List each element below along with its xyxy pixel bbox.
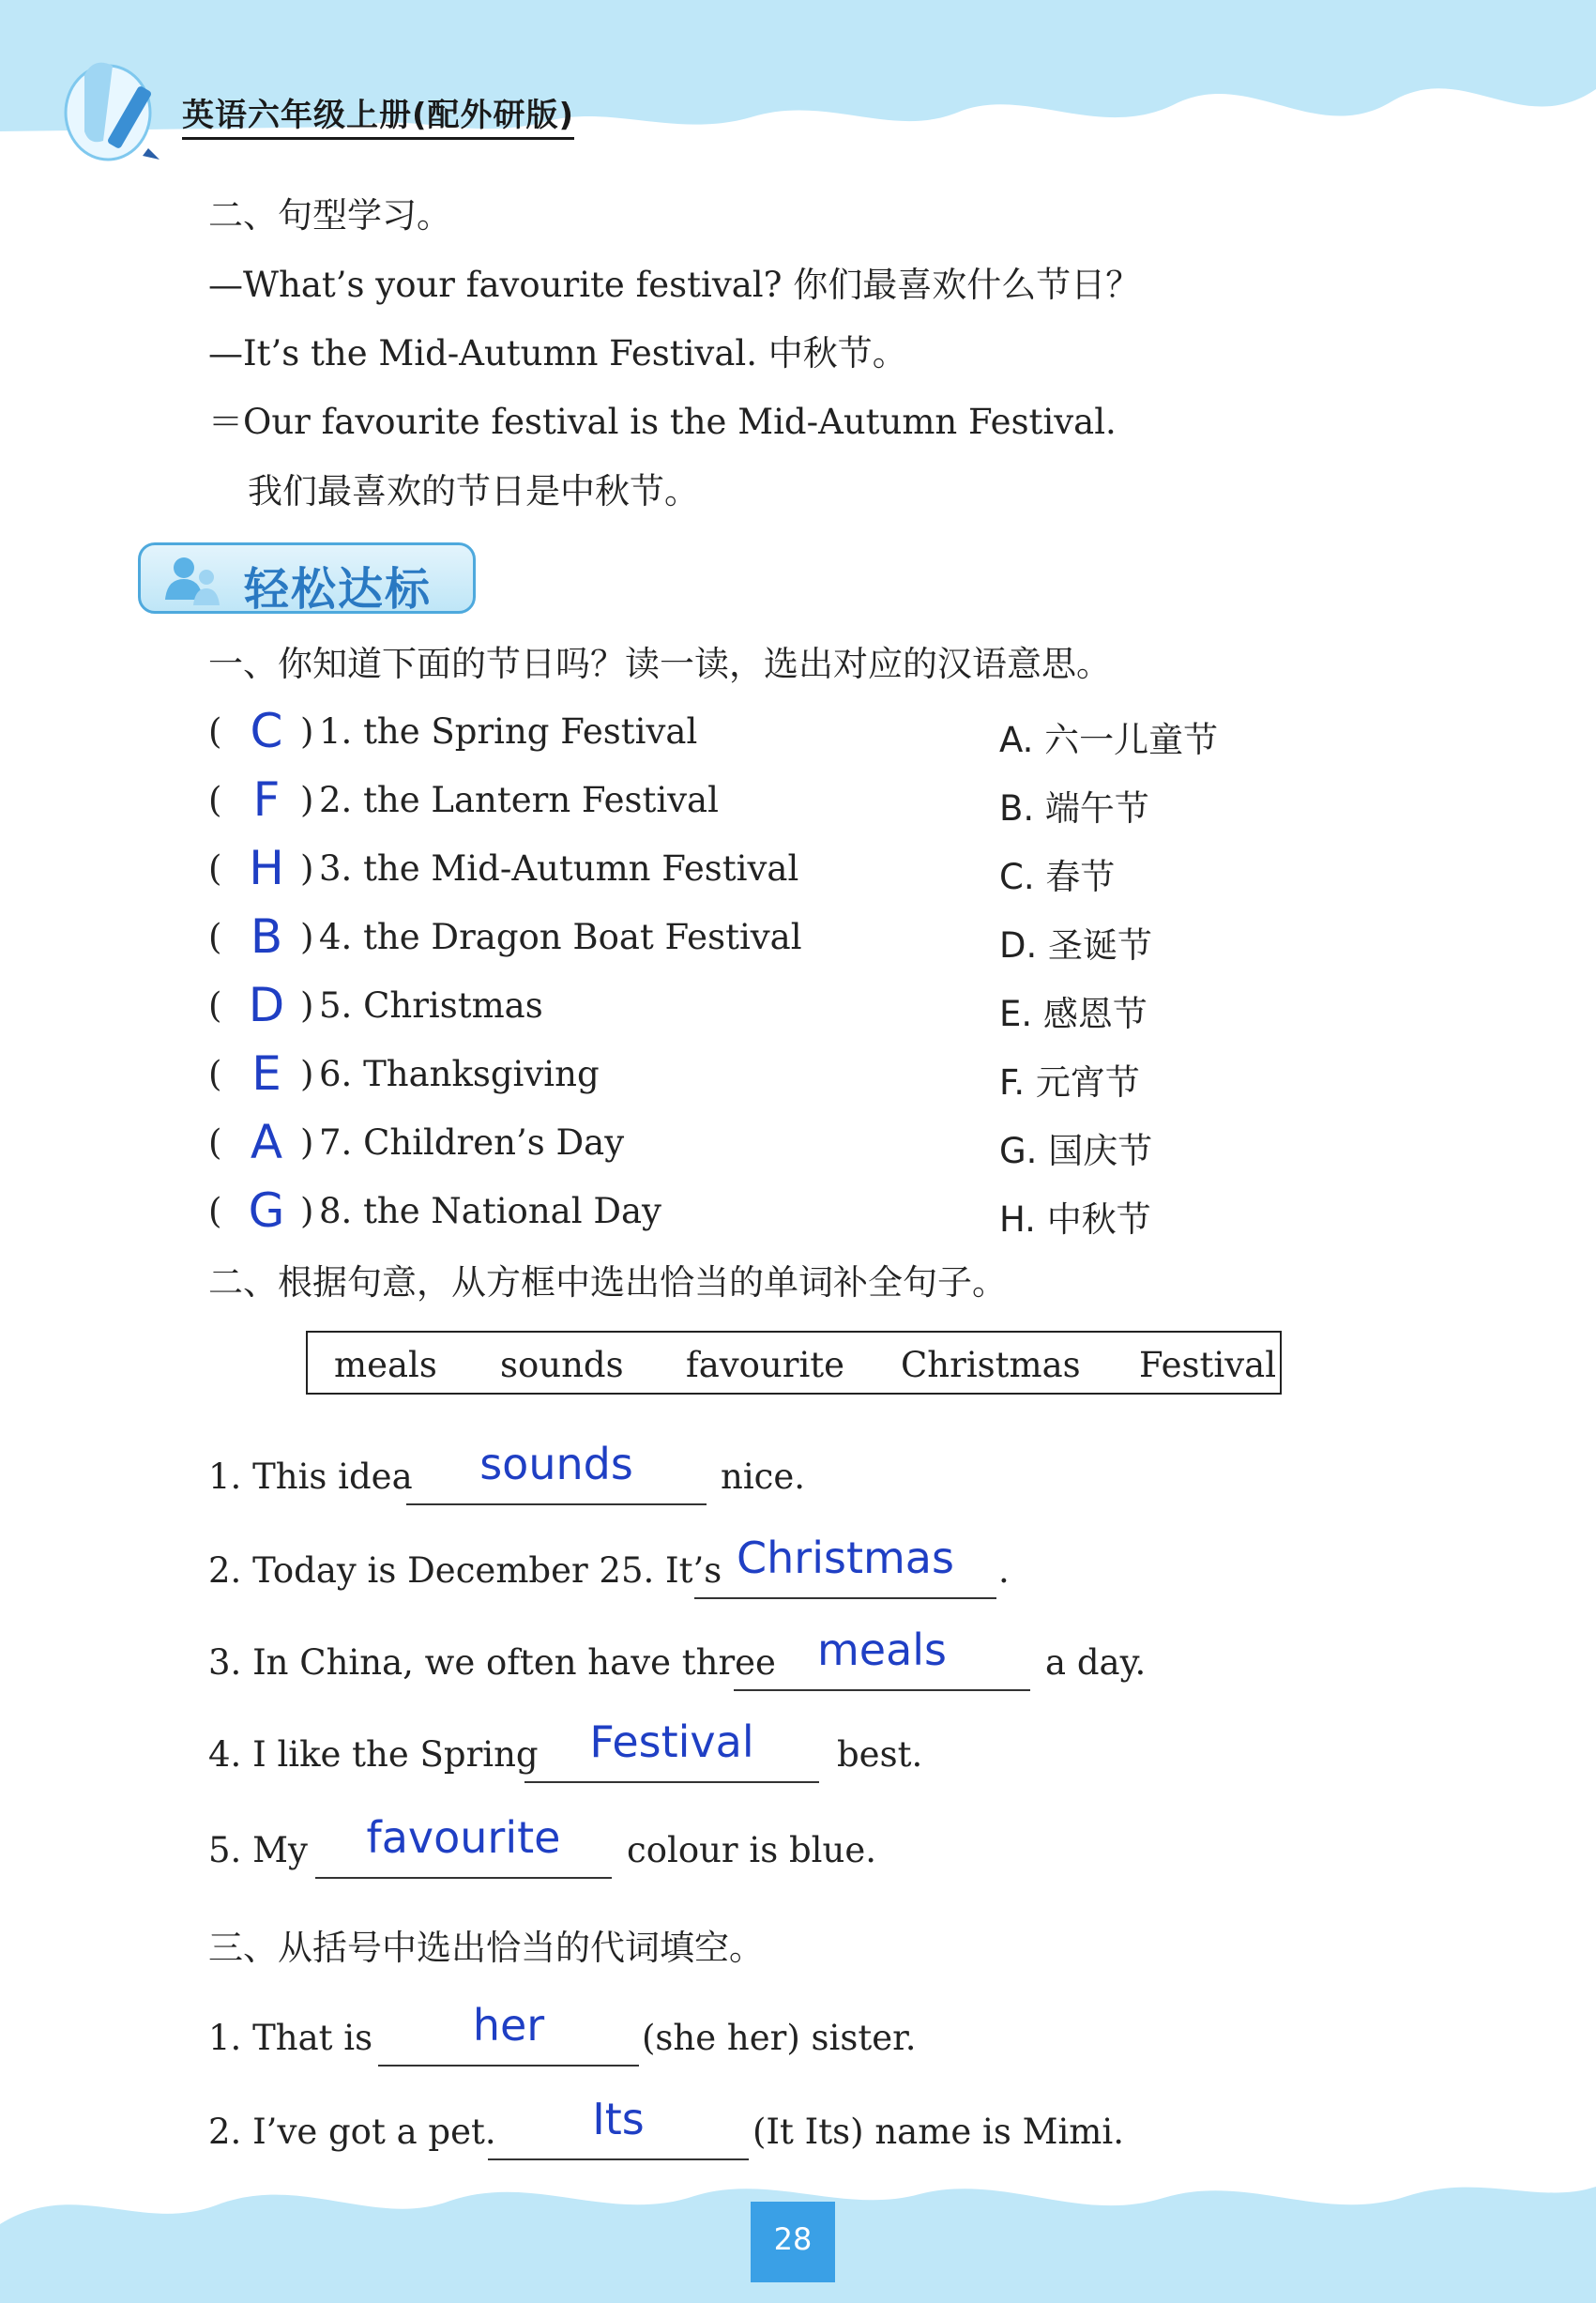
chinese-option: A. 六一儿童节	[999, 720, 1219, 760]
answer-letter[interactable]: G	[248, 1183, 285, 1238]
fill-sentence-after: colour is blue.	[627, 1830, 876, 1870]
answer-letter[interactable]: F	[252, 772, 281, 827]
exercise2-heading: 二、根据句意，从方框中选出恰当的单词补全句子。	[208, 1262, 1007, 1303]
chinese-option: G. 国庆节	[999, 1131, 1153, 1171]
exercise1-item	[208, 911, 1334, 968]
close-paren: )	[300, 848, 314, 889]
pattern-heading: 二、句型学习。	[208, 195, 451, 236]
fill-sentence-before: 3. In China, we often have three	[208, 1642, 776, 1683]
festival-name: 6. Thanksgiving	[319, 1054, 600, 1094]
festival-name: 2. the Lantern Festival	[319, 780, 719, 820]
close-paren: )	[300, 780, 314, 820]
chinese-option: C. 春节	[999, 857, 1116, 897]
festival-name: 4. the Dragon Boat Festival	[319, 917, 802, 957]
close-paren: )	[300, 1054, 314, 1094]
close-paren: )	[300, 917, 314, 957]
book-title: 英语六年级上册(配外研版)	[182, 89, 574, 140]
word-box	[306, 1331, 1282, 1395]
word-box-item: meals	[334, 1345, 437, 1385]
exercise3-heading: 三、从括号中选出恰当的代词填空。	[208, 1928, 764, 1968]
word-box-item: Christmas	[901, 1345, 1081, 1385]
open-paren: (	[208, 711, 222, 752]
open-paren: (	[208, 780, 222, 820]
section-badge	[138, 542, 476, 614]
answer-blank-line	[378, 2063, 639, 2067]
fill-answer[interactable]: sounds	[479, 1439, 633, 1489]
chinese-option: B. 端午节	[999, 788, 1149, 829]
page-number: 28	[751, 2202, 835, 2282]
exercise1-item	[208, 706, 1334, 762]
fill-sentence-before: 2. Today is December 25. It’s	[208, 1550, 722, 1591]
exercise1-item	[208, 1048, 1334, 1105]
fill-sentence-before: 5. My	[208, 1830, 308, 1870]
answer-blank-line	[734, 1687, 1030, 1691]
fill-answer[interactable]: Its	[592, 2094, 645, 2144]
answer-letter[interactable]: A	[250, 1115, 283, 1169]
word-box-item: sounds	[500, 1345, 624, 1385]
exercise1-item	[208, 980, 1334, 1036]
fill-answer[interactable]: favourite	[366, 1812, 561, 1863]
pattern-line-3: ＝Our favourite festival is the Mid-Autumn Festival.	[208, 402, 1117, 442]
exercise1-item	[208, 1185, 1334, 1242]
pattern-line-1: —What’s your favourite festival? 你们最喜欢什么节日？	[208, 265, 1141, 305]
exercise1-heading: 一、你知道下面的节日吗？读一读，选出对应的汉语意思。	[208, 644, 1111, 684]
word-box-item: favourite	[686, 1345, 845, 1385]
close-paren: )	[300, 985, 314, 1026]
answer-letter[interactable]: B	[250, 909, 283, 964]
chinese-option: H. 中秋节	[999, 1199, 1151, 1240]
close-paren: )	[300, 1191, 314, 1231]
festival-name: 7. Children’s Day	[319, 1122, 625, 1163]
open-paren: (	[208, 917, 222, 957]
chinese-option: F. 元宵节	[999, 1062, 1140, 1103]
fill-sentence-after: a day.	[1045, 1642, 1147, 1683]
exercise1-item	[208, 774, 1334, 831]
section-badge-title: 轻松达标	[244, 563, 433, 616]
open-paren: (	[208, 848, 222, 889]
fill-sentence-before: 4. I like the Spring	[208, 1734, 539, 1775]
open-paren: (	[208, 1054, 222, 1094]
fill-sentence-after: .	[998, 1550, 1010, 1591]
open-paren: (	[208, 985, 222, 1026]
close-paren: )	[300, 1122, 314, 1163]
answer-letter[interactable]: E	[251, 1046, 281, 1101]
answer-letter[interactable]: H	[249, 841, 284, 895]
answer-letter[interactable]: C	[250, 704, 283, 758]
answer-blank-line	[694, 1595, 996, 1599]
fill-sentence-after: nice.	[721, 1457, 806, 1497]
exercise1-item	[208, 1117, 1334, 1173]
open-paren: (	[208, 1122, 222, 1163]
word-box-item: Festival	[1139, 1345, 1277, 1385]
fill-answer[interactable]: Festival	[589, 1716, 754, 1767]
fill-answer[interactable]: meals	[816, 1624, 948, 1675]
answer-letter[interactable]: D	[248, 978, 285, 1032]
answer-blank-line	[524, 1779, 819, 1783]
fill-sentence-after: (It Its) name is Mimi.	[752, 2112, 1124, 2152]
open-paren: (	[208, 1191, 222, 1231]
fill-sentence-after: (she her) sister.	[642, 2018, 917, 2058]
festival-name: 5. Christmas	[319, 985, 543, 1026]
pencil-logo-icon	[56, 38, 178, 169]
fill-sentence-before: 1. That is	[208, 2018, 373, 2058]
person-group-icon	[160, 553, 225, 609]
festival-name: 3. the Mid-Autumn Festival	[319, 848, 799, 889]
answer-blank-line	[406, 1502, 707, 1505]
fill-sentence-before: 1. This idea	[208, 1457, 413, 1497]
festival-name: 1. the Spring Festival	[319, 711, 698, 752]
festival-name: 8. the National Day	[319, 1191, 661, 1231]
pattern-line-4: 我们最喜欢的节日是中秋节。	[248, 471, 699, 511]
fill-answer[interactable]: her	[472, 2000, 545, 2051]
chinese-option: E. 感恩节	[999, 994, 1148, 1034]
fill-answer[interactable]: Christmas	[737, 1533, 954, 1583]
chinese-option: D. 圣诞节	[999, 925, 1153, 966]
pattern-line-2: —It’s the Mid-Autumn Festival. 中秋节。	[208, 333, 907, 374]
fill-sentence-after: best.	[837, 1734, 923, 1775]
answer-blank-line	[315, 1875, 612, 1879]
exercise1-item	[208, 843, 1334, 899]
close-paren: )	[300, 711, 314, 752]
fill-sentence-before: 2. I’ve got a pet.	[208, 2112, 496, 2152]
